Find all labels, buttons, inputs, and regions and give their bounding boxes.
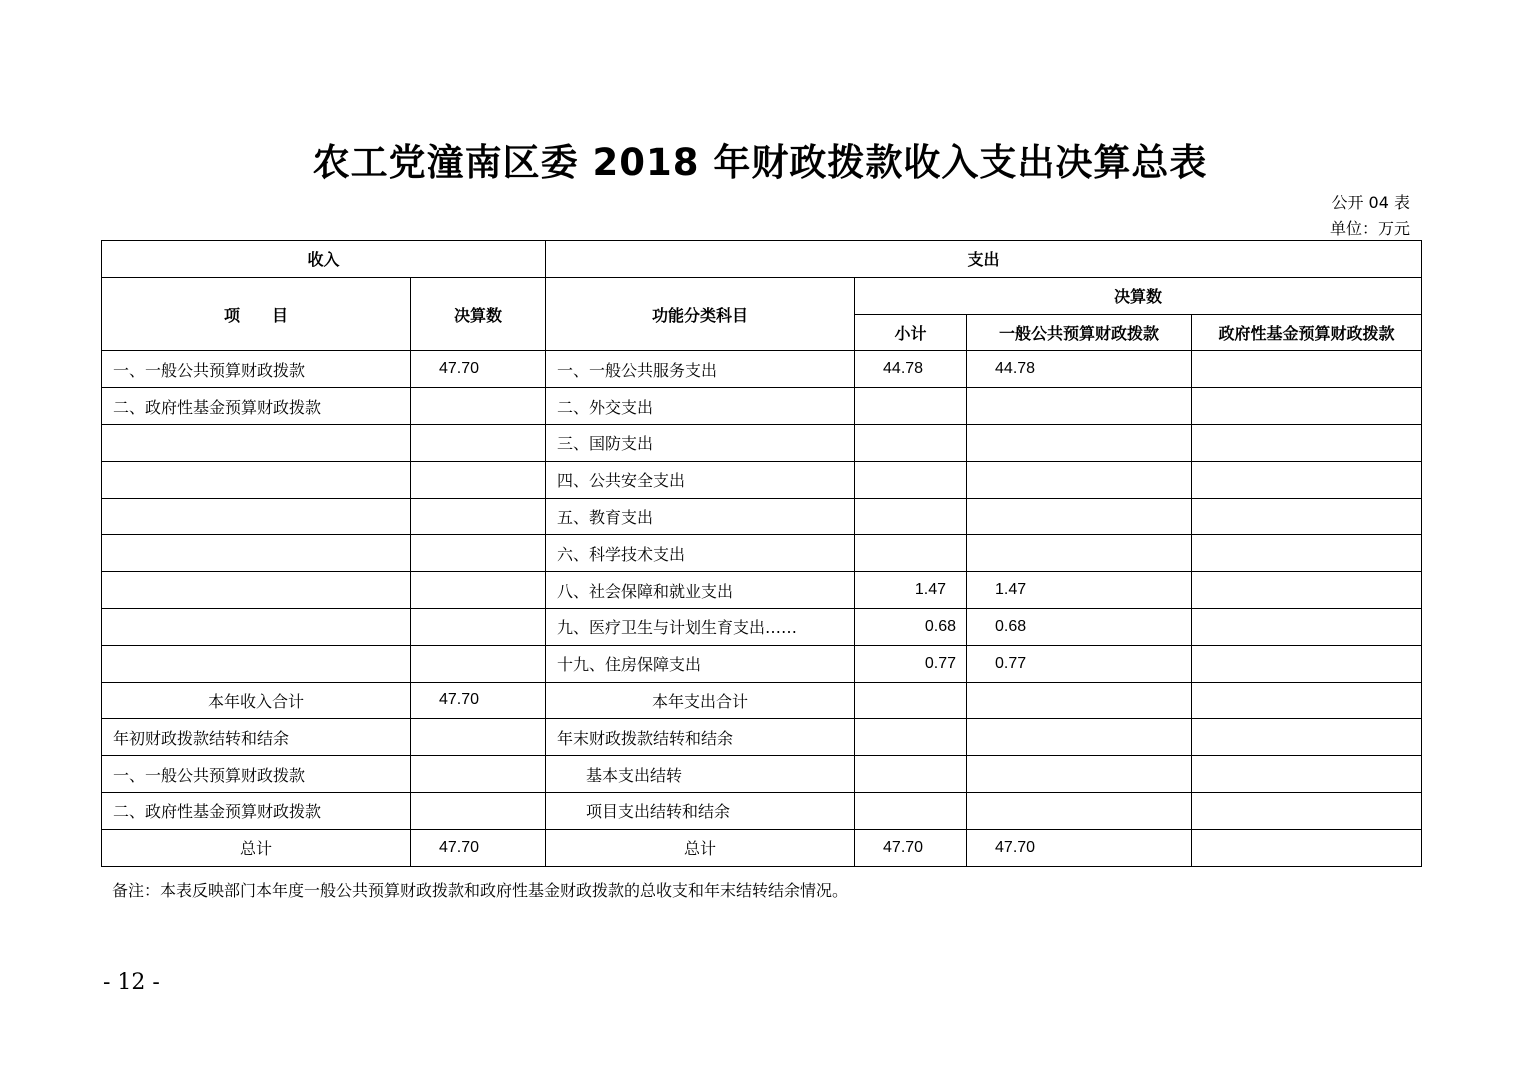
income-item: 总计 [102,829,411,866]
income-amount [411,535,546,572]
finance-table [101,240,1422,867]
subtotal-cell: 44.78 [855,351,967,388]
general-cell [967,424,1192,461]
table-row [102,572,1422,609]
expense-item: 十九、住房保障支出 [546,645,855,682]
subtotal-cell [855,535,967,572]
table-row [102,461,1422,498]
income-amount [411,461,546,498]
income-item: 二、政府性基金预算财政拨款 [102,792,411,829]
fund-cell [1192,351,1422,388]
table-row [102,719,1422,756]
fund-cell [1192,682,1422,719]
subtotal-cell: 47.70 [855,829,967,866]
general-budget-header: 一般公共预算财政拨款 [967,314,1192,351]
final-amount-group-header: 决算数 [855,277,1422,314]
income-item: 二、政府性基金预算财政拨款 [102,388,411,425]
fund-cell [1192,829,1422,866]
table-row [102,535,1422,572]
page-number: - 12 - [103,970,160,995]
subtotal-cell [855,756,967,793]
final-amount-header: 决算数 [411,277,546,351]
header-row-2 [102,277,1422,314]
table-row [102,756,1422,793]
function-class-header: 功能分类科目 [546,277,855,351]
income-amount: 47.70 [411,351,546,388]
income-header: 收入 [102,241,546,278]
general-cell [967,461,1192,498]
income-amount [411,388,546,425]
subtotal-cell [855,388,967,425]
income-amount [411,645,546,682]
subtotal-cell [855,792,967,829]
table-row [102,645,1422,682]
general-cell: 47.70 [967,829,1192,866]
fund-cell [1192,535,1422,572]
expense-item: 年末财政拨款结转和结余 [546,719,855,756]
subtotal-cell [855,682,967,719]
general-cell: 0.77 [967,645,1192,682]
fund-cell [1192,645,1422,682]
expense-header: 支出 [546,241,1422,278]
page-title: 农工党潼南区委 2018 年财政拨款收入支出决算总表 [312,141,1208,184]
income-amount [411,756,546,793]
income-item [102,572,411,609]
total-row [102,829,1422,866]
expense-item: 二、外交支出 [546,388,855,425]
general-cell [967,388,1192,425]
expense-item: 基本支出结转 [546,756,855,793]
unit-label: 单位：万元 [1329,219,1410,238]
income-item: 一、一般公共预算财政拨款 [102,351,411,388]
general-cell [967,792,1192,829]
table-row [102,498,1422,535]
table-note: 备注：本表反映部门本年度一般公共预算财政拨款和政府性基金财政拨款的总收支和年末结转结余情况。 [112,881,849,900]
table-code: 公开 04 表 [1331,193,1410,212]
general-cell: 44.78 [967,351,1192,388]
expense-item: 一、一般公共服务支出 [546,351,855,388]
income-amount: 47.70 [411,682,546,719]
gov-fund-header: 政府性基金预算财政拨款 [1192,314,1422,351]
income-item [102,424,411,461]
income-item: 本年收入合计 [102,682,411,719]
expense-item: 六、科学技术支出 [546,535,855,572]
fund-cell [1192,424,1422,461]
table-row [102,608,1422,645]
fund-cell [1192,572,1422,609]
income-amount [411,608,546,645]
expense-item: 项目支出结转和结余 [546,792,855,829]
subtotal-cell: 1.47 [855,572,967,609]
table-row [102,388,1422,425]
general-cell [967,719,1192,756]
income-item: 一、一般公共预算财政拨款 [102,756,411,793]
subtotal-cell: 0.77 [855,645,967,682]
item-header: 项 目 [102,277,411,351]
subtotal-cell [855,719,967,756]
subtotal-header: 小计 [855,314,967,351]
table-row [102,682,1422,719]
subtotal-cell [855,498,967,535]
income-item: 年初财政拨款结转和结余 [102,719,411,756]
income-item [102,498,411,535]
income-item [102,608,411,645]
expense-item: 五、教育支出 [546,498,855,535]
general-cell: 1.47 [967,572,1192,609]
fund-cell [1192,498,1422,535]
general-cell: 0.68 [967,608,1192,645]
income-amount [411,498,546,535]
income-amount: 47.70 [411,829,546,866]
income-amount [411,792,546,829]
table-row [102,351,1422,388]
fund-cell [1192,388,1422,425]
general-cell [967,682,1192,719]
expense-item: 总计 [546,829,855,866]
income-item [102,645,411,682]
fund-cell [1192,719,1422,756]
fund-cell [1192,792,1422,829]
general-cell [967,756,1192,793]
fund-cell [1192,756,1422,793]
header-row-1 [102,241,1422,278]
general-cell [967,498,1192,535]
income-amount [411,572,546,609]
fund-cell [1192,461,1422,498]
income-amount [411,719,546,756]
income-amount [411,424,546,461]
expense-item: 九、医疗卫生与计划生育支出…… [546,608,855,645]
fund-cell [1192,608,1422,645]
expense-item: 本年支出合计 [546,682,855,719]
general-cell [967,535,1192,572]
income-item [102,461,411,498]
subtotal-cell [855,461,967,498]
expense-item: 三、国防支出 [546,424,855,461]
subtotal-cell: 0.68 [855,608,967,645]
expense-item: 四、公共安全支出 [546,461,855,498]
table-row [102,424,1422,461]
income-item [102,535,411,572]
expense-item: 八、社会保障和就业支出 [546,572,855,609]
table-row [102,792,1422,829]
subtotal-cell [855,424,967,461]
